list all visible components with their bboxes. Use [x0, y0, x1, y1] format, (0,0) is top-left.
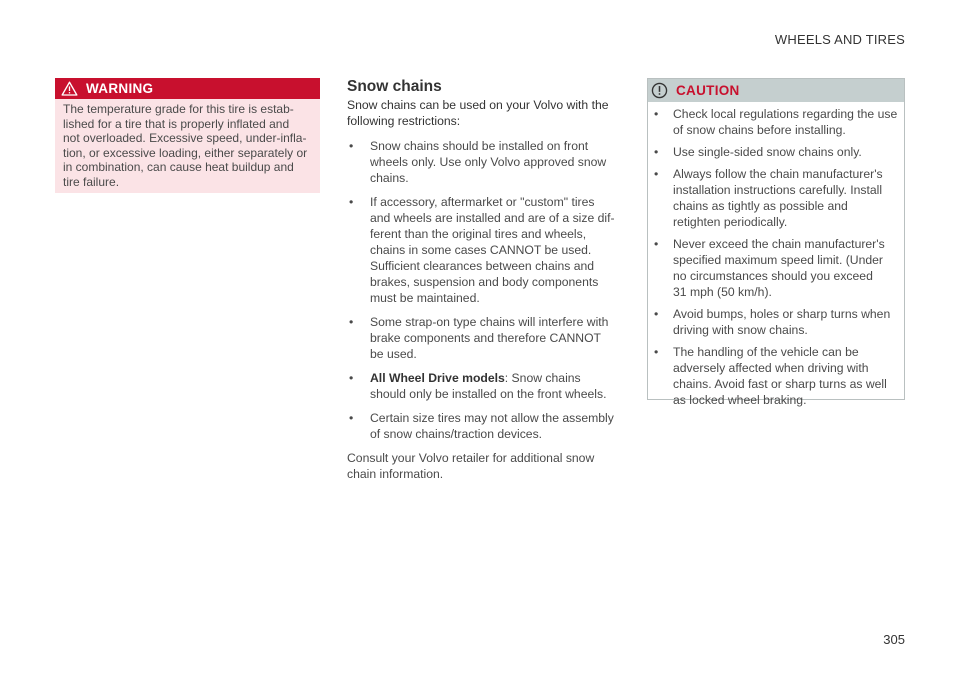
item-line: chains in some cases CANNOT be used. [370, 243, 592, 257]
item-line: specified maximum speed limit. (Under [673, 253, 883, 267]
warning-line: lished for a tire that is properly inflated and [63, 116, 290, 131]
item-line: Sufficient clearances between chains and [370, 259, 595, 273]
item-line: no circumstances should you exceed [673, 269, 873, 283]
item-line: Never exceed the chain manufacturer's [673, 237, 885, 251]
bullet-icon: • [654, 307, 659, 321]
list-item [652, 344, 898, 408]
warning-text [55, 99, 320, 190]
caution-list [648, 106, 904, 408]
snow-chains-section [347, 78, 622, 482]
outro-paragraph [347, 450, 622, 482]
caution-header [648, 79, 904, 102]
caution-title: CAUTION [676, 83, 740, 98]
item-line: The handling of the vehicle can be [673, 345, 859, 359]
list-item [652, 306, 898, 338]
item-line: 31 mph (50 km/h). [673, 285, 772, 299]
warning-triangle-icon [61, 81, 78, 96]
warning-line: tion, or excessive loading, either separately or [63, 145, 308, 160]
outro-line: Consult your Volvo retailer for additional snow [347, 451, 595, 465]
list-item [652, 166, 898, 230]
section-header: WHEELS AND TIRES [774, 32, 905, 47]
item-line: as locked wheel braking. [673, 393, 807, 407]
bullet-icon: • [349, 139, 354, 153]
warning-header [55, 78, 320, 99]
list-item [347, 138, 622, 186]
warning-line: not overloaded. Excessive speed, under-infla- [63, 131, 307, 146]
caution-box [647, 78, 905, 407]
warning-title: WARNING [86, 81, 154, 96]
item-line: Use single-sided snow chains only. [673, 145, 862, 159]
section-title: Snow chains [347, 78, 442, 95]
item-line: wheels only. Use only Volvo approved snow [370, 155, 607, 169]
bullet-icon: • [349, 315, 354, 329]
bullet-icon: • [654, 145, 659, 159]
caution-circle-icon [651, 82, 668, 99]
intro-line: following restrictions: [347, 114, 461, 128]
item-line: ferent than the original tires and wheels, [370, 227, 587, 241]
item-line: should only be installed on the front wheels. [370, 387, 607, 401]
page-number: 305 [883, 632, 905, 647]
warning-box [55, 78, 320, 193]
bullet-icon: • [654, 107, 659, 121]
item-line: Some strap-on type chains will interfere with [370, 315, 609, 329]
item-line: must be maintained. [370, 291, 480, 305]
item-line: be used. [370, 347, 417, 361]
item-line: Snow chains should be installed on front [370, 139, 589, 153]
item-line: chains. [370, 171, 409, 185]
item-line: driving with snow chains. [673, 323, 808, 337]
item-line: chains. Avoid fast or sharp turns as well [673, 377, 887, 391]
item-line: brakes, suspension and body components [370, 275, 599, 289]
item-line: : Snow chains [504, 371, 581, 385]
warning-line: tire failure. [63, 174, 120, 189]
list-item [347, 410, 622, 442]
item-line: and wheels are installed and are of a size dif- [370, 211, 615, 225]
intro-line: Snow chains can be used on your Volvo with the [347, 98, 609, 112]
item-line: Check local regulations regarding the use [673, 107, 898, 121]
item-line: retighten periodically. [673, 215, 788, 229]
warning-line: in combination, can cause heat buildup and [63, 160, 294, 175]
list-item [347, 370, 622, 402]
bold-term: All Wheel Drive models [370, 371, 505, 385]
warning-line: The temperature grade for this tire is estab- [63, 102, 294, 116]
outro-line: chain information. [347, 467, 444, 481]
list-item [347, 314, 622, 362]
bullet-icon: • [654, 167, 659, 181]
item-line: If accessory, aftermarket or "custom" tires [370, 195, 595, 209]
bullet-icon: • [349, 371, 354, 385]
list-item [652, 236, 898, 300]
list-item [652, 106, 898, 138]
item-line: installation instructions carefully. Install [673, 183, 883, 197]
item-line: chains as tightly as possible and [673, 199, 848, 213]
item-line: of snow chains before installing. [673, 123, 846, 137]
restrictions-list [347, 138, 622, 442]
bullet-icon: • [654, 237, 659, 251]
bullet-icon: • [654, 345, 659, 359]
intro-paragraph [347, 97, 622, 129]
list-item [347, 194, 622, 306]
item-line: Certain size tires may not allow the assembly [370, 411, 614, 425]
item-line: brake components and therefore CANNOT [370, 331, 601, 345]
item-line: of snow chains/traction devices. [370, 427, 543, 441]
bullet-icon: • [349, 195, 354, 209]
item-line: Avoid bumps, holes or sharp turns when [673, 307, 891, 321]
bullet-icon: • [349, 411, 354, 425]
item-line: Always follow the chain manufacturer's [673, 167, 883, 181]
item-line: adversely affected when driving with [673, 361, 869, 375]
list-item [652, 144, 898, 160]
